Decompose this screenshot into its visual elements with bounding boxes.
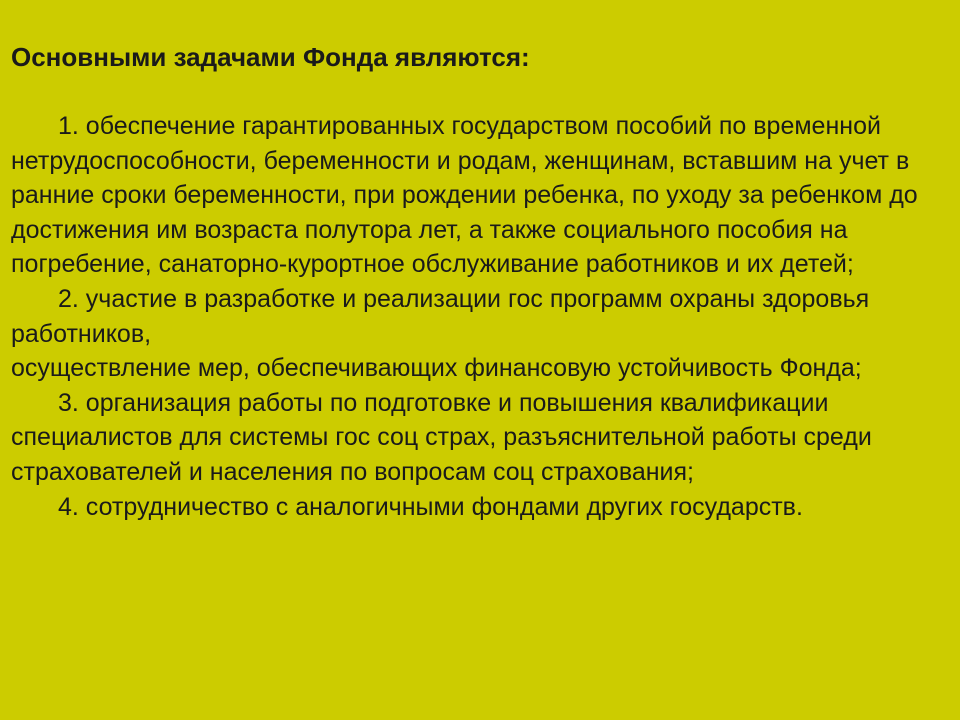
task-item-4: 4. сотрудничество с аналогичными фондами других государств.	[58, 492, 803, 521]
task-item-3: 3. организация работы по подготовке и повышения квалификации специалистов для системы гос соц страх, разъяснительной работы среди страхователей и населения по вопросам соц страхования;	[11, 388, 872, 486]
task-item-2-continuation: осуществление мер, обеспечивающих финансовую устойчивость Фонда;	[11, 354, 862, 383]
task-item-2: 2. участие в разработке и реализации гос программ охраны здоровья работников,	[11, 284, 870, 348]
task-item-1: 1. обеспечение гарантированных государством пособий по временной нетрудоспособности, беременности и родам, женщинам, вставшим на учет в ранние сроки беременности, при рождении ребенка, по уходу за ребенком до достижения им возраста полутора лет, а также социального пособия на погребение, санаторно-курортное обслуживание работников и их детей;	[11, 112, 918, 279]
slide-title: Основными задачами Фонда являются:	[11, 42, 530, 72]
slide-content	[11, 109, 946, 524]
